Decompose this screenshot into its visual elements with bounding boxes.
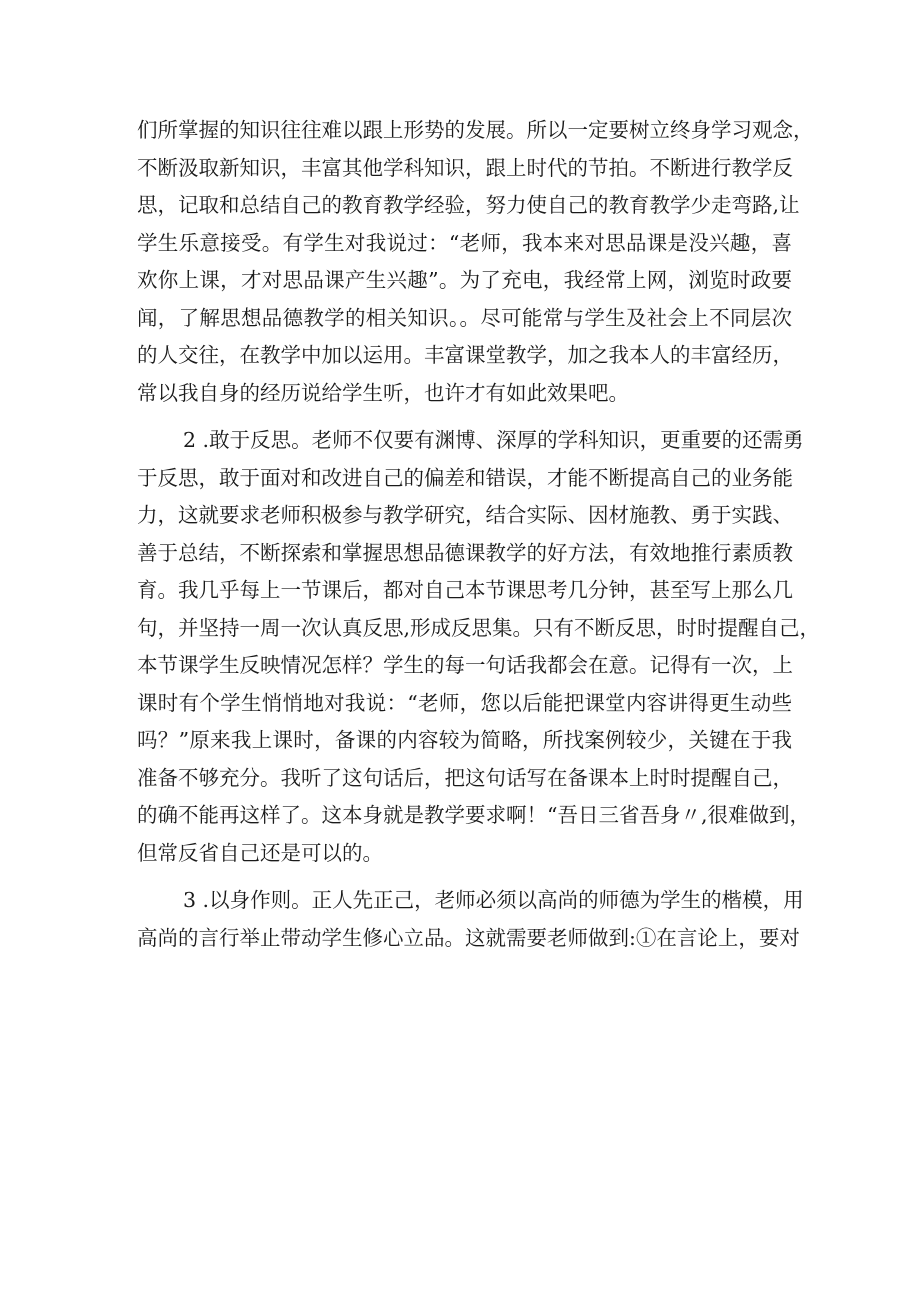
text-line: 常以我自身的经历说给学生听，也许才有如此效果吧。 bbox=[137, 380, 629, 405]
text-line: 思，记取和总结自己的教育教学经验，努力使自己的教育教学少走弯路,让 bbox=[137, 193, 800, 217]
text-line: 善于总结，不断探索和掌握思想品德课教学的好方法，有效地推行素质教 bbox=[137, 540, 793, 565]
text-line: 句，并坚持一周一次认真反思,形成反思集。只有不断反思，时时提醒自己， bbox=[137, 615, 821, 640]
text-line: 学生乐意接受。有学生对我说过：“老师，我本来对思品课是没兴趣，喜 bbox=[137, 230, 792, 255]
text-line: 力，这就要求老师积极参与教学研究，结合实际、因材施教、勇于实践、 bbox=[137, 503, 793, 527]
text-line: 课时有个学生悄悄地对我说：“老师，您以后能把课堂内容讲得更生动些 bbox=[137, 690, 792, 715]
body-text bbox=[137, 112, 821, 957]
text-line: 的确不能再这样了。这本身就是教学要求啊！“吾日三省吾身〃,很难做到， bbox=[137, 803, 810, 827]
paragraph-3 bbox=[137, 882, 804, 957]
text-line: 3 .以身作则。正人先正己，老师必须以高尚的师德为学生的楷模，用 bbox=[183, 888, 804, 912]
paragraph-1 bbox=[137, 112, 814, 412]
text-line: 准备不够充分。我听了这句话后，把这句话写在备课本上时时提醒自己， bbox=[137, 765, 793, 790]
text-line: 的人交往，在教学中加以运用。丰富课堂教学，加之我本人的丰富经历， bbox=[137, 343, 793, 367]
text-line: 欢你上课，才对思品课产生兴趣”。为了充电，我经常上网，浏览时政要 bbox=[137, 268, 792, 292]
paragraph-gap bbox=[137, 872, 792, 882]
text-line: 不断汲取新知识，丰富其他学科知识，跟上时代的节拍。不断进行教学反 bbox=[137, 155, 793, 180]
text-line: 闻，了解思想品德教学的相关知识。。尽可能常与学生及社会上不同层次 bbox=[137, 305, 792, 330]
text-line: 们所掌握的知识往往难以跟上形势的发展。所以一定要树立终身学习观念， bbox=[137, 118, 814, 142]
text-line: 高尚的言行举止带动学生修心立品。这就需要老师做到:①在言论上，要对 bbox=[137, 925, 800, 950]
paragraph-2 bbox=[137, 422, 821, 872]
text-line: 2 .敢于反思。老师不仅要有渊博、深厚的学科知识，更重要的还需勇 bbox=[183, 428, 804, 452]
paragraph-gap bbox=[137, 412, 792, 422]
text-line: 于反思，敢于面对和改进自己的偏差和错误，才能不断提高自己的业务能 bbox=[137, 465, 793, 490]
text-line: 吗？”原来我上课时，备课的内容较为简略，所找案例较少，关键在于我 bbox=[137, 728, 792, 752]
text-line: 育。我几乎每上一节课后，都对自己本节课思考几分钟，甚至写上那么几 bbox=[137, 578, 793, 602]
text-line: 但常反省自己还是可以的。 bbox=[137, 840, 383, 865]
text-line: 本节课学生反映情况怎样？学生的每一句话我都会在意。记得有一次，上 bbox=[137, 653, 793, 677]
